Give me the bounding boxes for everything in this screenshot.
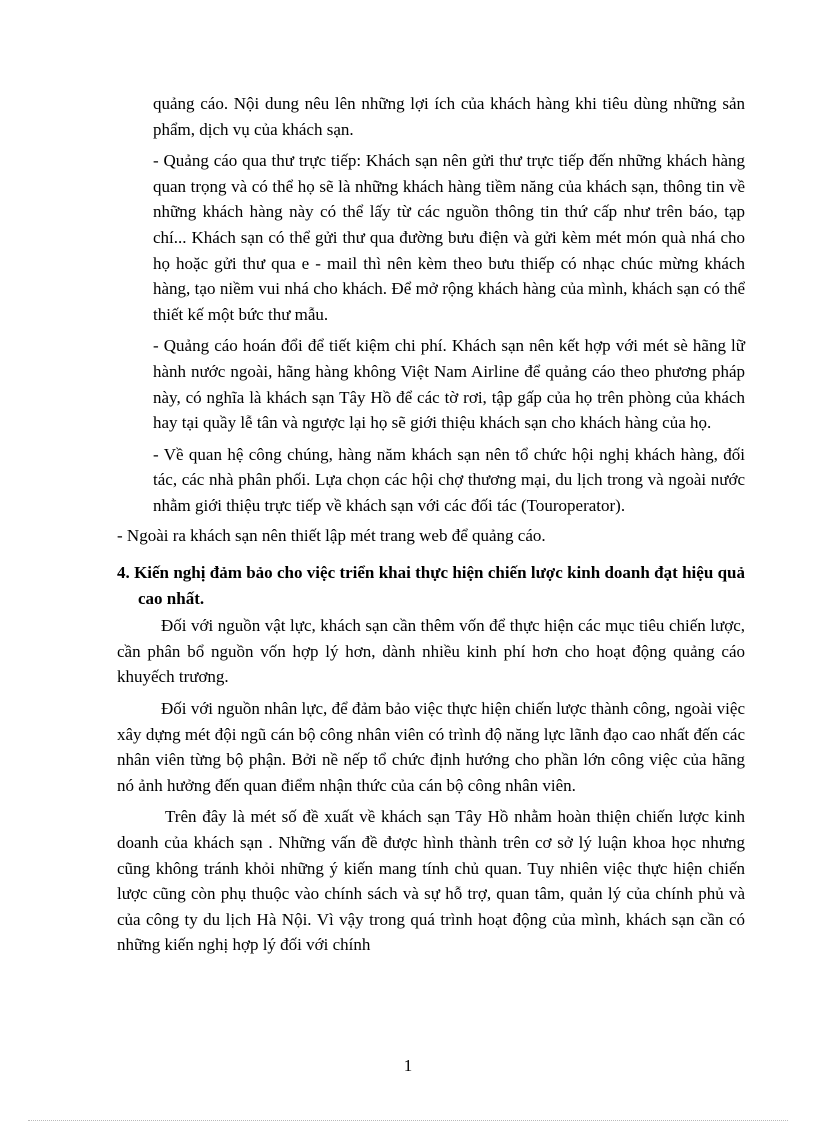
human-resources-paragraph: Đối với nguồn nhân lực, để đảm bảo việc thực hiện chiến lược thành công, ngoài việc xây dựng mét đội ngũ cán bộ công nhân viên có trình độ năng lực lãnh đạo cao nhất đến các nhân viên từng bộ phận. Bởi nề nếp tổ chức định hướng cho phần lớn công việc của hãng nó ảnh hưởng đến quan điểm nhận thức của cán bộ công nhân viên. — [117, 699, 745, 795]
website-paragraph: - Ngoài ra khách sạn nên thiết lập mét trang web để quảng cáo. — [117, 525, 546, 545]
continuation-paragraph: quảng cáo. Nội dung nêu lên những lợi ích của khách hàng khi tiêu dùng những sản phẩm, dịch vụ của khách sạn. — [153, 94, 745, 139]
direct-mail-paragraph: - Quảng cáo qua thư trực tiếp: Khách sạn nên gửi thư trực tiếp đến những khách hàng quan trọng và có thể họ sẽ là những khách hàng tiềm năng của khách sạn, thông tin về những khách hàng này có thể lấy từ các nguồn thông tin thứ cấp như trên báo, tạp chí... Khách sạn có thể gửi thư qua đường bưu điện và gửi kèm mét món quà nhá cho họ hoặc gửi thư qua e - mail thì nên kèm theo bưu thiếp có nhạc chúc mừng khách hàng, tạo niềm vui nhá cho khách. Để mở rộng khách hàng của mình, khách sạn có thể thiết kế một bức thư mẫu. — [153, 151, 745, 324]
page-body — [117, 91, 745, 958]
public-relations-paragraph: - Về quan hệ công chúng, hàng năm khách sạn nên tổ chức hội nghị khách hàng, đối tác, các nhà phân phối. Lựa chọn các hội chợ thương mại, du lịch trong và ngoài nước nhằm giới thiệu trực tiếp về khách sạn với các đối tác (Touroperator). — [153, 444, 745, 515]
page-bottom-divider — [28, 1120, 788, 1121]
conclusion-paragraph: Trên đây là mét số đề xuất về khách sạn Tây Hồ nhằm hoàn thiện chiến lược kinh doanh của khách sạn . Những vấn đề được hình thành trên cơ sở lý luận khoa học nhưng cũng không tránh khỏi những ý kiến mang tính chủ quan. Tuy nhiên việc thực hiện chiến lược cũng còn phụ thuộc vào chính sách và sự hỗ trợ, quan tâm, quản lý của chính phủ và của công ty du lịch Hà Nội. Vì vậy trong quá trình hoạt động của mình, khách sạn cần có những kiến nghị hợp lý đối với chính — [117, 807, 745, 955]
section-heading: 4. Kiến nghị đảm bảo cho việc triển khai thực hiện chiến lược kinh doanh đạt hiệu quả cao nhất. — [117, 563, 745, 608]
page-number: 1 — [403, 1056, 413, 1075]
exchange-advertising-paragraph: - Quảng cáo hoán đổi để tiết kiệm chi phí. Khách sạn nên kết hợp với mét sè hãng lữ hành nước ngoài, hãng hàng không Việt Nam Airline để quảng cáo theo phương pháp này, có nghĩa là khách sạn Tây Hồ để các tờ rơi, tập gấp của họ trên phòng của khách hay tại quầy lễ tân và ngược lại họ sẽ giới thiệu khách sạn cho khách hàng của họ. — [153, 336, 745, 433]
material-resources-paragraph: Đối với nguồn vật lực, khách sạn cần thêm vốn để thực hiện các mục tiêu chiến lược, cần phân bổ nguồn vốn hợp lý hơn, dành nhiều kinh phí hơn cho hoạt động quảng cáo khuyếch trương. — [117, 616, 745, 687]
